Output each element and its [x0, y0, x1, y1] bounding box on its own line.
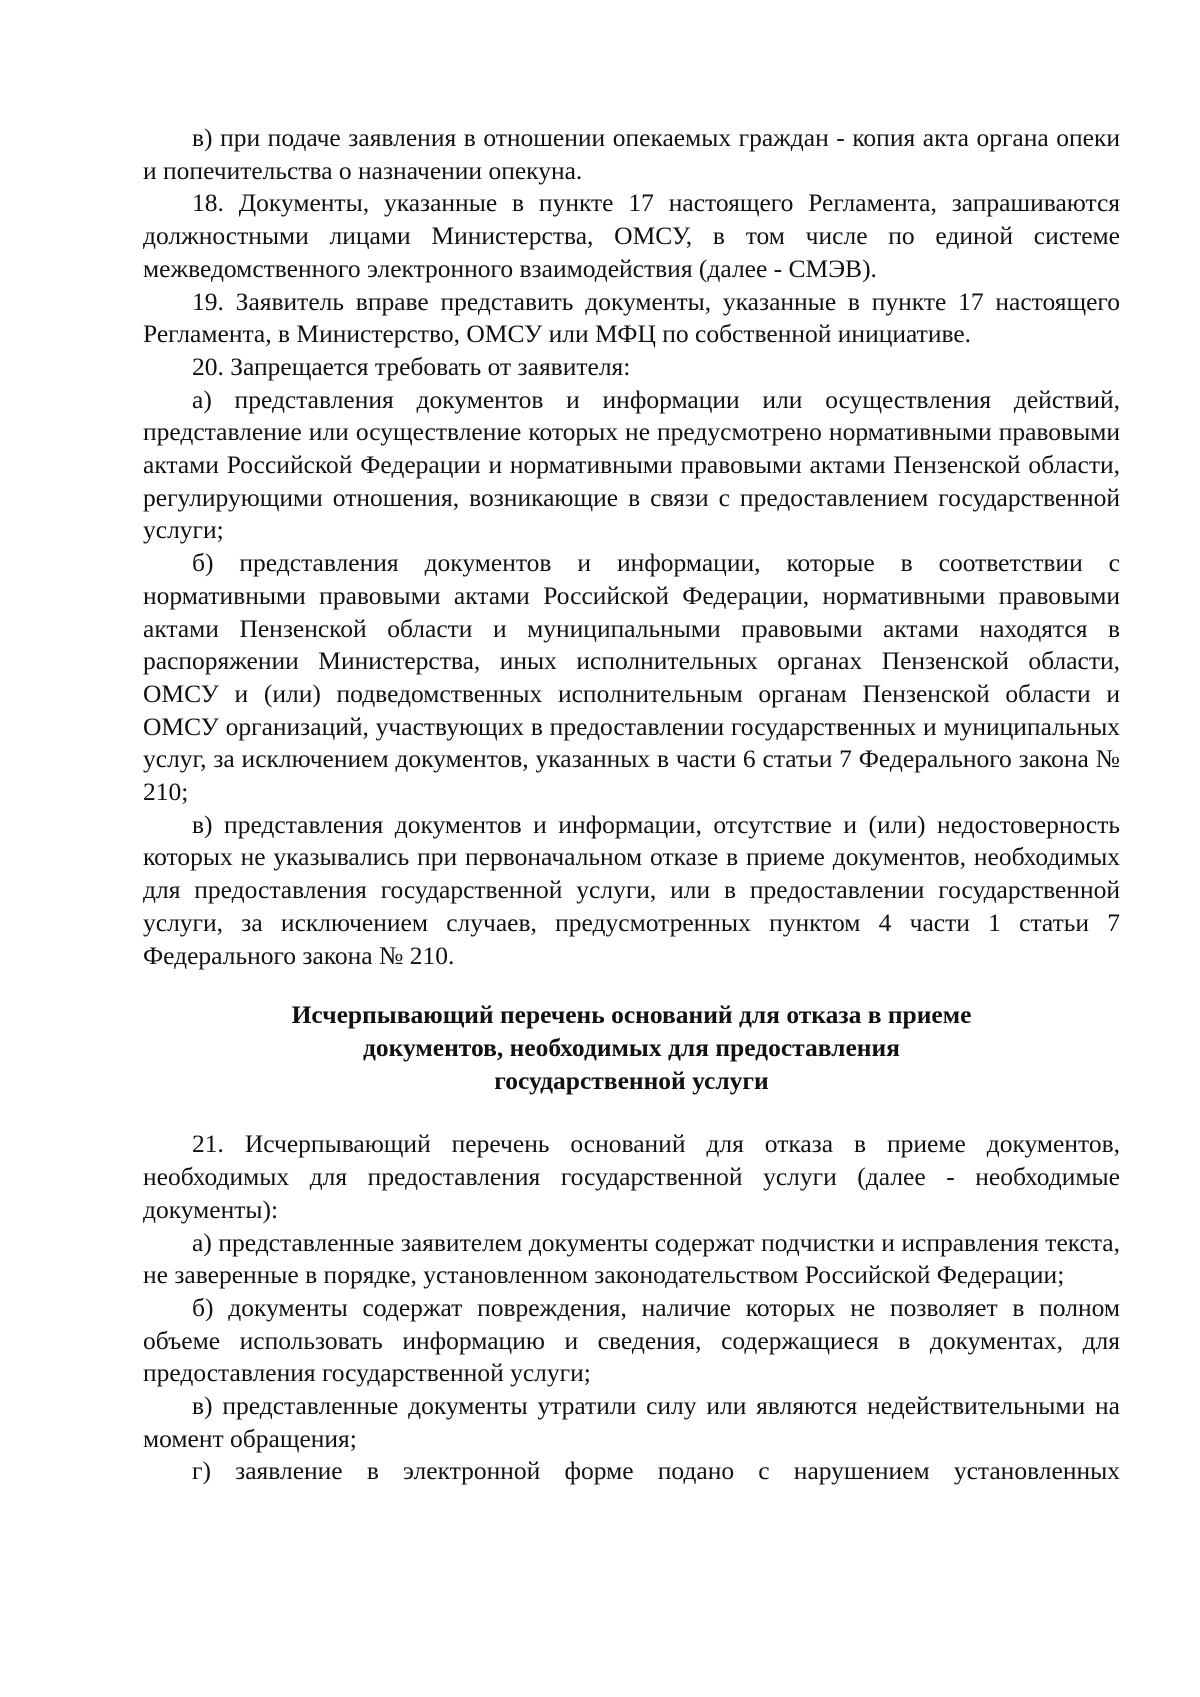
paragraph-20a: а) представления документов и информации или осуществления действий, представление или осуществление которых не предусмотрено нормативными правовыми актами Российской Федерации и нормативными правовыми актами Пензенской области, регулирующими отношения, возникающие в связи с предоставлением государственной услуги; [143, 384, 1120, 545]
paragraph-21: 21. Исчерпывающий перечень оснований для отказа в приеме документов, необходимых для предоставления государственной услуги (далее - необходимые документы): [143, 1129, 1120, 1224]
heading-line-2: документов, необходимых для предоставления [363, 1032, 900, 1062]
paragraph-19: 19. Заявитель вправе представить документы, указанные в пункте 17 настоящего Регламента, в Министерство, ОМСУ или МФЦ по собственной инициативе. [143, 286, 1120, 349]
paragraph-20: 20. Запрещается требовать от заявителя: [192, 351, 631, 381]
heading-line-3: государственной услуги [494, 1065, 769, 1095]
paragraph-20b: б) представления документов и информации, которые в соответствии с нормативными правовыми актами Российской Федерации, нормативными правовыми актами Пензенской области и муниципальными правовыми актами находятся в распоряжении Министерства, иных исполнительных органах Пензенской области, ОМСУ и (или) подведомственных исполнительным органам Пензенской области и ОМСУ организаций, участвующих в предоставлении государственных и муниципальных услуг, за исключением документов, указанных в части 6 статьи 7 Федерального закона № 210; [143, 548, 1120, 807]
paragraph-21g: г) заявление в электронной форме подано с нарушением установленных [192, 1456, 1120, 1486]
paragraph-21a: а) представленные заявителем документы содержат подчистки и исправления текста, не заверенные в порядке, установленном законодательством Российской Федерации; [143, 1227, 1120, 1290]
paragraph-21b: б) документы содержат повреждения, наличие которых не позволяет в полном объеме использовать информацию и сведения, содержащиеся в документах, для предоставления государственной услуги; [143, 1292, 1120, 1388]
paragraph-17v: в) при подаче заявления в отношении опекаемых граждан - копия акта органа опеки и попечительства о назначении опекуна. [143, 123, 1120, 185]
section-heading [143, 972, 1120, 1128]
heading-line-1: Исчерпывающий перечень оснований для отказа в приеме [291, 1000, 972, 1030]
document-body [143, 122, 1120, 1488]
paragraph-21v: в) представленные документы утратили силу или являются недействительными на момент обращения; [143, 1391, 1120, 1453]
paragraph-18: 18. Документы, указанные в пункте 17 настоящего Регламента, запрашиваются должностными лицами Министерства, ОМСУ, в том числе по единой системе межведомственного электронного взаимодействия (далее - СМЭВ). [143, 188, 1120, 283]
paragraph-20v: в) представления документов и информации, отсутствие и (или) недостоверность которых не указывались при первоначальном отказе в приеме документов, необходимых для предоставления государственной услуги, или в предоставлении государственной услуги, за исключением случаев, предусмотренных пунктом 4 части 1 статьи 7 Федерального закона № 210. [143, 809, 1120, 970]
